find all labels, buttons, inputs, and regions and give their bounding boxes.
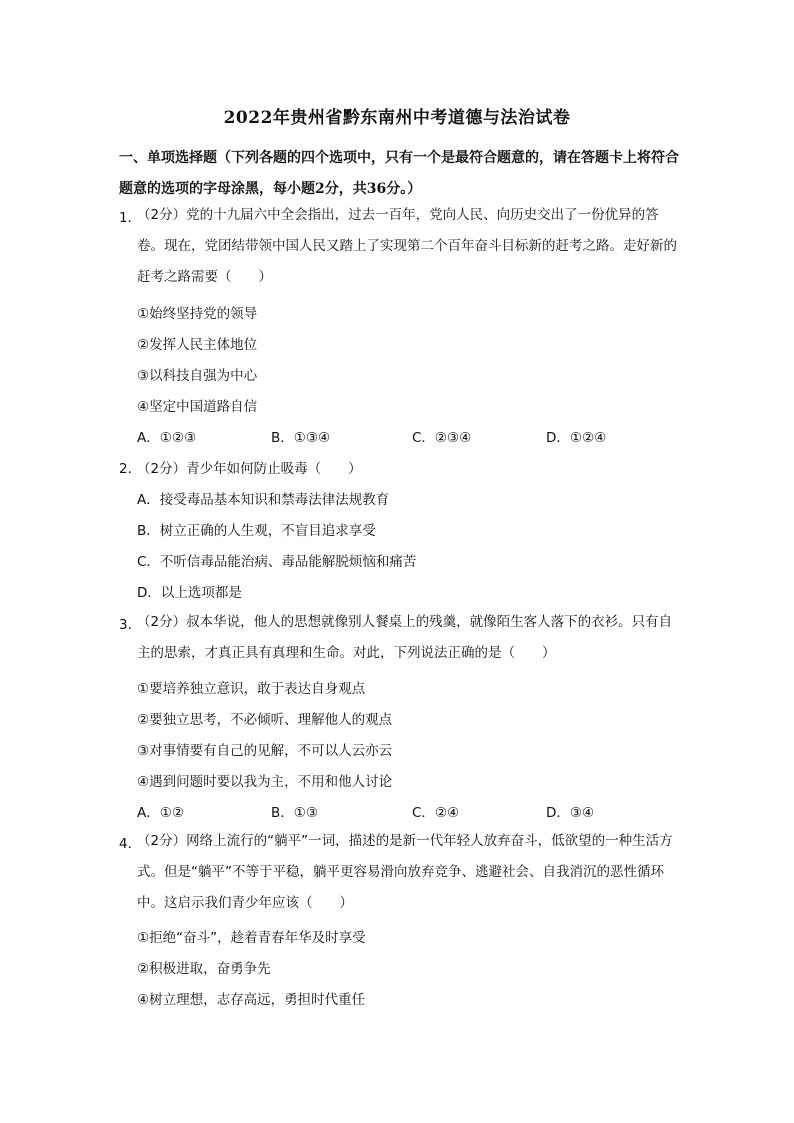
question-number: 4． — [119, 836, 142, 852]
question-text: （2分）叔本华说，他人的思想就像别人餐桌上的残羹，就像陌生客人落下的衣衫。只有自主的思索，才真正具有真理和生命。对此，下列说法正确的是（ ） — [137, 614, 673, 661]
question-number: 1． — [119, 210, 142, 226]
statement-item: ②积极进取，奋勇争先 — [137, 961, 271, 977]
statement-item: ②要独立思考，不必倾听、理解他人的观点 — [137, 712, 393, 728]
answer-option: D．①②④ — [546, 430, 607, 446]
section-instruction: 一、单项选择题（下列各题的四个选项中，只有一个是最符合题意的，请在答题卡上将符合题意的选项的字母涂黑，每小题2分，共36分。） — [119, 150, 679, 197]
answer-option: B．树立正确的人生观，不盲目追求享受 — [137, 523, 376, 539]
answer-option: A．①② — [137, 805, 184, 821]
answer-option: D．③④ — [546, 805, 595, 821]
answer-option: C．②④ — [412, 805, 460, 821]
page-title: 2022年贵州省黔东南州中考道德与法治试卷 — [223, 108, 571, 128]
statement-item: ②发挥人民主体地位 — [137, 337, 258, 353]
question-text: （2分）党的十九届六中全会指出，过去一百年，党向人民、向历史交出了一份优异的答卷。现在，党团结带领中国人民又踏上了实现第二个百年奋斗目标新的赶考之路。走好新的赶考之路需要（ ） — [137, 207, 677, 285]
answer-option: D．以上选项都是 — [137, 585, 242, 601]
statement-item: ③对事情要有自己的见解，不可以人云亦云 — [137, 743, 393, 759]
statement-item: ①拒绝“奋斗”，趁着青春年华及时享受 — [137, 930, 366, 946]
answer-option: B．①③ — [271, 805, 318, 821]
statement-item: ①要培养独立意识，敢于表达自身观点 — [137, 681, 366, 697]
question-number: 3． — [119, 617, 142, 633]
statement-item: ④树立理想，志存高远，勇担时代重任 — [137, 992, 366, 1008]
answer-option: C．②③④ — [412, 430, 472, 446]
answer-option: C．不听信毒品能治病、毒品能解脱烦恼和痛苦 — [137, 554, 417, 570]
statement-item: ③以科技自强为中心 — [137, 368, 258, 384]
answer-option: B．①③④ — [271, 430, 331, 446]
question-text: （2分）青少年如何防止吸毒（ ） — [137, 461, 362, 477]
statement-item: ④坚定中国道路自信 — [137, 399, 258, 415]
answer-option: A．接受毒品基本知识和禁毒法律法规教育 — [137, 492, 390, 508]
statement-item: ①始终坚持党的领导 — [137, 306, 258, 322]
statement-item: ④遇到问题时要以我为主，不用和他人讨论 — [137, 774, 393, 790]
question-text: （2分）网络上流行的“躺平”一词，描述的是新一代年轻人放弃奋斗，低欲望的一种生活方式。但是“躺平”不等于平稳，躺平更容易滑向放弃竞争、逃避社会、自我消沉的恶性循环中。这启示我们青少年应该（ ） — [137, 833, 673, 911]
question-number: 2． — [119, 461, 142, 477]
answer-option: A．①②③ — [137, 430, 197, 446]
